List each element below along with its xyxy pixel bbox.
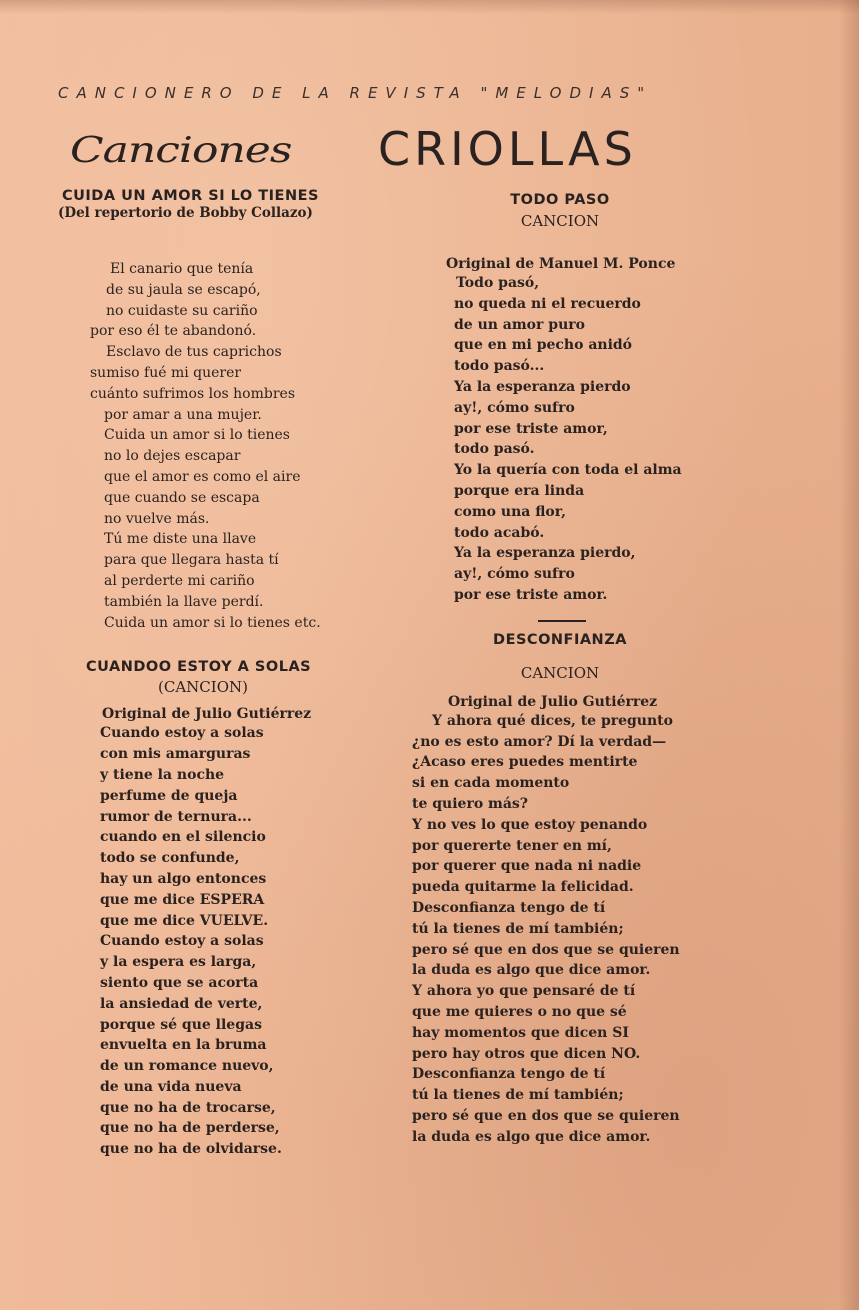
lyric-line: El canario que tenía bbox=[110, 261, 254, 277]
lyric-line: que cuando se escapa bbox=[104, 489, 260, 506]
lyric-line: si en cada momento bbox=[412, 775, 570, 792]
lyric-line: ¿no es esto amor? Dí la verdad— bbox=[412, 733, 667, 750]
song-subtitle: (Del repertorio de Bobby Collazo) bbox=[58, 205, 313, 221]
lyric-line: que en mi pecho anidó bbox=[454, 337, 633, 354]
lyric-line: ¿Acaso eres puedes mentirte bbox=[412, 754, 638, 771]
lyric-line: que me dice VUELVE. bbox=[100, 912, 269, 929]
song-desconfianza bbox=[410, 632, 710, 1148]
lyric-line: que no ha de trocarse, bbox=[100, 1099, 276, 1116]
lyric-line: que el amor es como el aire bbox=[104, 468, 301, 485]
lyric-line: tú la tienes de mí también; bbox=[412, 1087, 624, 1104]
song-cuando-estoy-a-solas bbox=[70, 659, 400, 1160]
song-author: Original de Julio Gutiérrez bbox=[448, 693, 658, 710]
song-subtitle: (CANCION) bbox=[158, 678, 248, 697]
page-header: CANCIONERO DE LA REVISTA "MELODIAS" bbox=[58, 84, 653, 102]
lyric-line: no cuidaste su cariño bbox=[106, 302, 258, 319]
song-lyrics bbox=[410, 711, 710, 1148]
lyric-line: no lo dejes escapar bbox=[104, 448, 241, 465]
lyric-line: porque era linda bbox=[454, 482, 585, 499]
lyric-line: hay momentos que dicen SI bbox=[412, 1024, 629, 1041]
song-title: TODO PASO bbox=[510, 192, 610, 208]
lyric-line: de un amor puro bbox=[454, 316, 585, 333]
song-lyrics bbox=[70, 723, 400, 1160]
lyric-line: Yo la quería con toda el alma bbox=[454, 462, 682, 479]
lyric-line: Y ahora yo que pensaré de tí bbox=[412, 983, 636, 1000]
left-column bbox=[58, 188, 400, 1160]
lyric-line: ay!, cómo sufro bbox=[454, 399, 575, 416]
lyric-line: pero sé que en dos que se quieren bbox=[412, 1107, 680, 1124]
lyric-line: para que llegara hasta tí bbox=[104, 552, 279, 569]
song-subtitle: CANCION bbox=[520, 212, 600, 230]
lyric-line: la duda es algo que dice amor. bbox=[412, 962, 651, 979]
lyric-line: sumiso fué mi querer bbox=[90, 364, 242, 381]
lyric-line: por quererte tener en mí, bbox=[412, 837, 612, 854]
lyric-line: todo pasó... bbox=[454, 358, 545, 375]
lyric-line: no queda ni el recuerdo bbox=[454, 295, 641, 312]
lyric-line: como una flor, bbox=[454, 503, 566, 520]
lyric-line: de un romance nuevo, bbox=[100, 1058, 274, 1075]
lyric-line: cuánto sufrimos los hombres bbox=[90, 385, 296, 402]
lyric-line: Desconfianza tengo de tí bbox=[412, 899, 606, 916]
lyric-line: Esclavo de tus caprichos bbox=[106, 344, 282, 361]
song-lyrics bbox=[410, 273, 710, 606]
lyric-line: por ese triste amor, bbox=[454, 420, 608, 437]
song-lyrics bbox=[70, 259, 400, 633]
lyric-line: de su jaula se escapó, bbox=[106, 281, 261, 298]
section-divider bbox=[538, 620, 586, 622]
lyric-line: perfume de queja bbox=[100, 787, 238, 804]
lyric-line: pero hay otros que dicen NO. bbox=[412, 1045, 641, 1062]
title-script-word: Canciones bbox=[70, 130, 292, 171]
lyric-line: no vuelve más. bbox=[104, 510, 210, 527]
lyric-line: por querer que nada ni nadie bbox=[412, 858, 642, 875]
lyric-line: por amar a una mujer. bbox=[104, 406, 262, 423]
lyric-line: hay un algo entonces bbox=[100, 870, 267, 887]
lyric-line: la duda es algo que dice amor. bbox=[412, 1128, 651, 1145]
lyric-line: que me quieres o no que sé bbox=[412, 1003, 627, 1020]
lyric-line: también la llave perdí. bbox=[104, 593, 264, 610]
lyric-line: Todo pasó, bbox=[456, 275, 540, 291]
lyric-line: envuelta en la bruma bbox=[100, 1037, 267, 1054]
song-title: DESCONFIANZA bbox=[493, 631, 627, 648]
lyric-line: la ansiedad de verte, bbox=[100, 995, 263, 1012]
lyric-line: que no ha de olvidarse. bbox=[100, 1141, 282, 1158]
lyric-line: todo acabó. bbox=[454, 524, 545, 541]
lyric-line: cuando en el silencio bbox=[100, 829, 266, 846]
lyric-line: Cuando estoy a solas bbox=[100, 725, 264, 742]
title-block-word: CRIOLLAS bbox=[378, 122, 637, 176]
page-top-shadow bbox=[0, 0, 859, 14]
lyric-line: Cuando estoy a solas bbox=[100, 933, 264, 950]
lyric-line: que no ha de perderse, bbox=[100, 1120, 280, 1137]
lyric-line: Y no ves lo que estoy penando bbox=[412, 816, 648, 833]
lyric-line: siento que se acorta bbox=[100, 974, 259, 991]
lyric-line: Ya la esperanza pierdo bbox=[454, 378, 631, 395]
lyric-line: al perderte mi cariño bbox=[104, 572, 255, 589]
song-title: CUANDOO ESTOY A SOLAS bbox=[86, 659, 312, 676]
lyric-line: todo se confunde, bbox=[100, 850, 240, 867]
lyric-line: porque sé que llegas bbox=[100, 1016, 262, 1033]
lyric-line: por eso él te abandonó. bbox=[90, 323, 257, 340]
lyric-line: Cuida un amor si lo tienes bbox=[104, 427, 290, 444]
lyric-line: con mis amarguras bbox=[100, 746, 251, 763]
song-author: Original de Julio Gutiérrez bbox=[102, 706, 312, 723]
song-author: Original de Manuel M. Ponce bbox=[446, 256, 676, 272]
lyric-line: todo pasó. bbox=[454, 441, 535, 458]
lyric-line: y la espera es larga, bbox=[100, 954, 257, 971]
song-todo-paso bbox=[410, 192, 710, 622]
lyric-line: ay!, cómo sufro bbox=[454, 566, 575, 583]
lyric-line: por ese triste amor. bbox=[454, 586, 608, 603]
song-cuida-un-amor bbox=[58, 188, 400, 633]
lyric-line: Desconfianza tengo de tí bbox=[412, 1066, 606, 1083]
lyric-line: pero sé que en dos que se quieren bbox=[412, 941, 680, 958]
lyric-line: Tú me diste una llave bbox=[104, 531, 257, 548]
page-title bbox=[70, 122, 770, 192]
page-edge-shadow bbox=[839, 0, 859, 1310]
lyric-line: que me dice ESPERA bbox=[100, 891, 265, 908]
lyric-line: de una vida nueva bbox=[100, 1078, 242, 1095]
lyric-line: Cuida un amor si lo tienes etc. bbox=[104, 614, 321, 631]
song-title: CUIDA UN AMOR SI LO TIENES bbox=[62, 188, 319, 204]
right-column bbox=[410, 192, 710, 1147]
lyric-line: pueda quitarme la felicidad. bbox=[412, 879, 634, 896]
song-subtitle: CANCION bbox=[520, 663, 600, 682]
lyric-line: rumor de ternura... bbox=[100, 808, 252, 825]
lyric-line: Y ahora qué dices, te pregunto bbox=[432, 712, 673, 729]
lyric-line: Ya la esperanza pierdo, bbox=[454, 545, 636, 562]
lyric-line: te quiero más? bbox=[412, 795, 528, 812]
lyric-line: tú la tienes de mí también; bbox=[412, 920, 624, 937]
lyric-line: y tiene la noche bbox=[100, 766, 225, 783]
